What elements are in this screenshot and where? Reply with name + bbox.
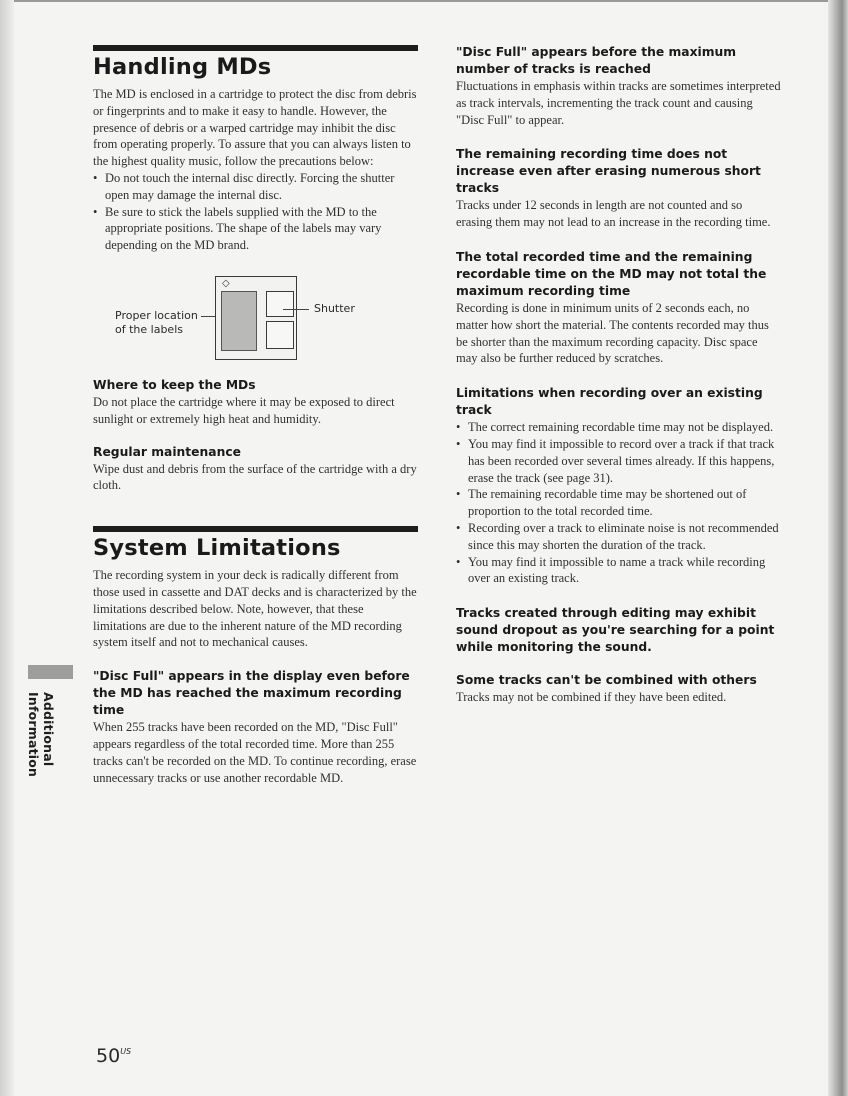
- page-number: [96, 1045, 131, 1067]
- leader-line: [283, 309, 309, 310]
- section-rule: [93, 45, 418, 51]
- page-number-value: 50: [96, 1045, 121, 1067]
- shutter-area: [266, 291, 294, 317]
- shutter-caption: Shutter: [314, 301, 355, 315]
- disc-full-text: When 255 tracks have been recorded on the MD, "Disc Full" appears regardless of the total recorded time. More than 255 tracks can't be recorded on the MD. To continue recording, erase unnecessary tracks or use another recordable MD.: [93, 720, 417, 785]
- handling-bullets: [93, 170, 418, 254]
- record-over-bullets: [456, 419, 781, 587]
- left-column: [93, 0, 418, 786]
- remaining-time-text: Tracks under 12 seconds in length are not counted and so erasing them may not lead to an increase in the recording time.: [456, 198, 771, 230]
- label-area: [221, 291, 257, 351]
- limitations-title: System Limitations: [93, 535, 341, 562]
- handling-intro: The MD is enclosed in a cartridge to protect the disc from debris or fingerprints and to make it easy to handle. However, the presence of debris or a warped cartridge may inhibit the disc from operating properly. To assure that you can always listen to the highest quality music, follow the precautions below:: [93, 87, 417, 169]
- list-item: • Recording over a track to eliminate noise is not recommended since this may shorten the duration of the track.: [456, 520, 781, 554]
- list-item: • Be sure to stick the labels supplied with the MD to the appropriate positions. The shape of the labels may vary depending on the MD brand.: [93, 204, 418, 254]
- list-item: • You may find it impossible to record over a track if that track has been recorded over several times already. If this happens, erase the track (see page 31).: [456, 436, 781, 486]
- side-section-label: Additional Information: [26, 692, 56, 778]
- list-item: • The correct remaining recordable time may not be displayed.: [456, 419, 781, 436]
- page-edge-shadow: [828, 0, 848, 1096]
- maintenance-heading: Regular maintenance: [93, 444, 241, 459]
- total-time-text: Recording is done in minimum units of 2 seconds each, no matter how short the material. The contents recorded may thus be shorter than the maximum recording capacity. Disc space may also be further reduced by scratches.: [456, 300, 769, 366]
- keep-text: Do not place the cartridge where it may be exposed to direct sunlight or extremely high heat and humidity.: [93, 394, 395, 426]
- section-rule: [93, 526, 418, 532]
- remaining-time-heading: The remaining recording time does not increase even after erasing numerous short tracks: [456, 147, 761, 196]
- cartridge-window: [266, 321, 294, 349]
- list-item: • You may find it impossible to name a track while recording over an existing track.: [456, 554, 781, 588]
- disc-full-early-text: Fluctuations in emphasis within tracks are sometimes interpreted as track intervals, incrementing the track count and causing "Disc Full" to appear.: [456, 79, 781, 127]
- label-location-caption-2: of the labels: [115, 322, 183, 336]
- total-time-heading: The total recorded time and the remaining recordable time on the MD may not total the maximum recording time: [456, 249, 767, 298]
- section-tab-marker: [28, 665, 73, 679]
- handling-title: Handling MDs: [93, 54, 272, 80]
- md-cartridge: [215, 276, 297, 360]
- right-column: [456, 0, 781, 706]
- record-over-heading: Limitations when recording over an existing track: [456, 386, 763, 418]
- disc-full-early-heading: "Disc Full" appears before the maximum number of tracks is reached: [456, 45, 737, 76]
- md-cartridge-diagram: [93, 276, 418, 376]
- list-item: • The remaining recordable time may be shortened out of proportion to the total recorded time.: [456, 486, 781, 520]
- combine-heading: Some tracks can't be combined with others: [456, 673, 757, 688]
- combine-text: Tracks may not be combined if they have been edited.: [456, 690, 727, 705]
- page-region-suffix: US: [120, 1047, 132, 1056]
- maintenance-text: Wipe dust and debris from the surface of the cartridge with a dry cloth.: [93, 461, 417, 493]
- limitations-intro: The recording system in your deck is radically different from those used in cassette and DAT decks and is characterized by the limitations described below. Note, however, that these limitations are due to the inherent nature of the MD recording system itself and not to mechanical causes.: [93, 568, 417, 650]
- keep-heading: Where to keep the MDs: [93, 377, 256, 392]
- list-item: • Do not touch the internal disc directly. Forcing the shutter open may damage the internal disc.: [93, 170, 418, 204]
- page-binding-shadow: [0, 0, 14, 1096]
- label-location-caption-1: Proper location: [115, 308, 198, 322]
- insert-arrow-icon: ◇: [222, 277, 230, 289]
- disc-full-heading: "Disc Full" appears in the display even before the MD has reached the maximum recording time: [93, 669, 410, 718]
- editing-dropout-heading: Tracks created through editing may exhibit sound dropout as you're searching for a point while monitoring the sound.: [456, 606, 775, 655]
